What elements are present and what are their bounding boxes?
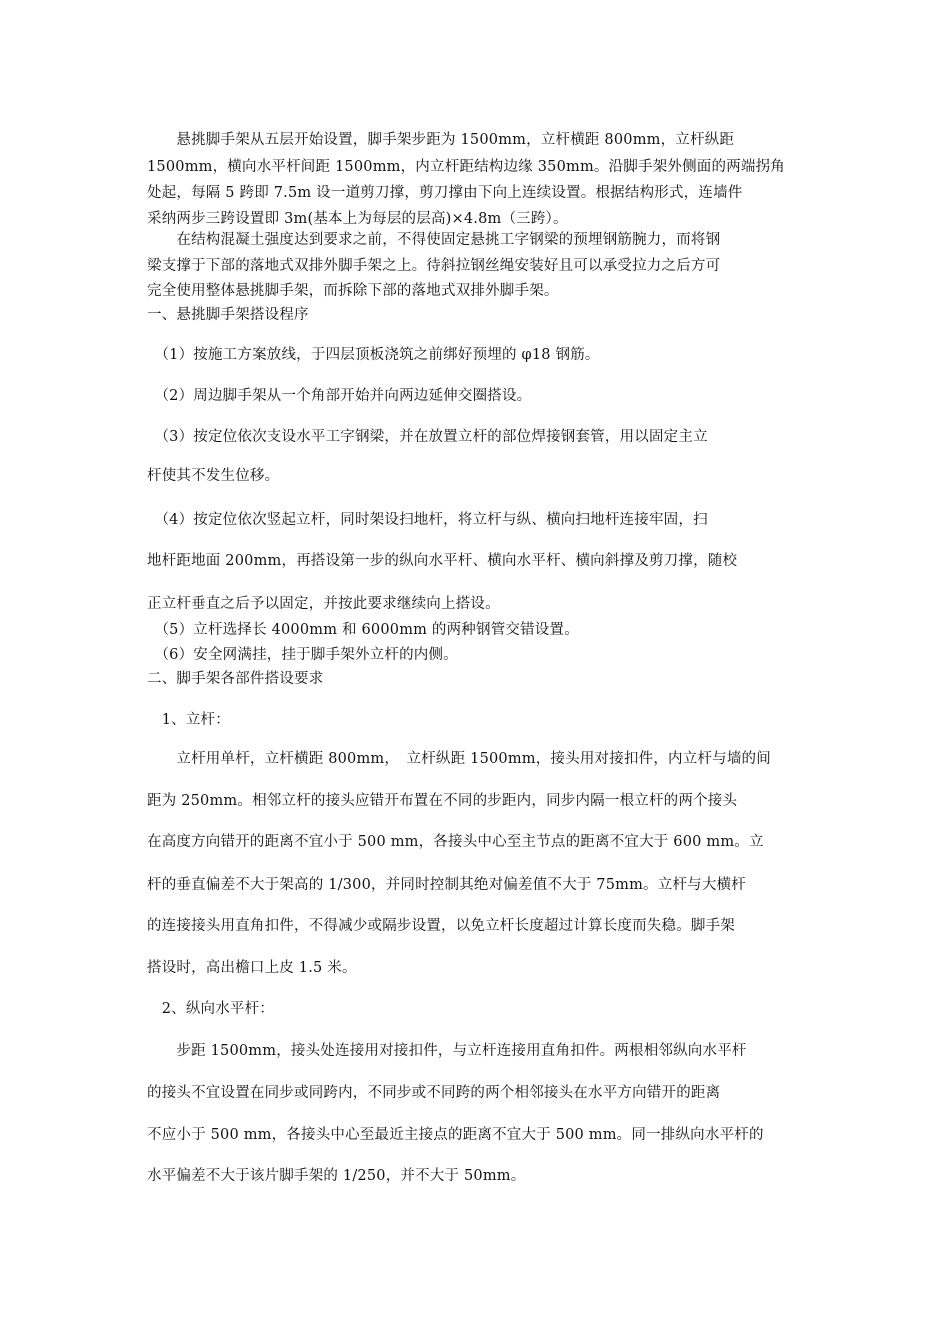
text-line: 1500mm，横向水平杆间距 1500mm，内立杆距结构边缘 350mm。沿脚手架外侧面的两端拐角 xyxy=(147,159,785,175)
text-line: 距为 250mm。相邻立杆的接头应错开布置在不同的步距内，同步内隔一根立杆的两个接头 xyxy=(147,793,738,809)
text-line: 在结构混凝土强度达到要求之前，不得使固定悬挑工字钢梁的预埋钢筋腕力，而将钢 xyxy=(147,232,721,248)
text-line: 的连接接头用直角扣件，不得减少或隔步设置，以免立杆长度超过计算长度而失稳。脚手架 xyxy=(147,918,735,934)
text-line: 处起，每隔 5 跨即 7.5m 设一道剪刀撑，剪刀撑由下向上连续设置。根据结构形式，连墙件 xyxy=(147,185,743,201)
section-heading: 一、悬挑脚手架搭设程序 xyxy=(147,307,309,323)
text-line: 水平偏差不大于该片脚手架的 1/250，并不大于 50mm。 xyxy=(147,1168,526,1184)
text-line: 立杆用单杆，立杆横距 800mm， 立杆纵距 1500mm，接头用对接扣件，内立杆与墙的间 xyxy=(147,751,771,767)
text-line: 完全使用整体悬挑脚手架，而拆除下部的落地式双排外脚手架。 xyxy=(147,283,559,299)
text-line: 杆的垂直偏差不大于架高的 1/300，并同时控制其绝对偏差值不大于 75mm。立杆与大横杆 xyxy=(147,877,746,893)
text-line: 杆使其不发生位移。 xyxy=(147,468,280,484)
text-line: 悬挑脚手架从五层开始设置，脚手架步距为 1500mm，立杆横距 800mm，立杆纵距 xyxy=(147,132,735,148)
text-line: （2）周边脚手架从一个角部开始并向两边延伸交圈搭设。 xyxy=(147,388,532,404)
text-line: 采纳两步三跨设置即 3m(基本上为每层的层高)×4.8m（三跨）。 xyxy=(147,211,568,227)
subsection-heading: 2、纵向水平杆： xyxy=(147,1001,275,1017)
text-line: 在高度方向错开的距离不宜小于 500 mm，各接头中心至主节点的距离不宜大于 600 mm。立 xyxy=(147,834,764,850)
text-line: （1）按施工方案放线，于四层顶板浇筑之前绑好预埋的 φ18 钢筋。 xyxy=(147,347,600,363)
text-line: （5）立杆选择长 4000mm 和 6000mm 的两种钢管交错设置。 xyxy=(147,622,579,638)
text-line: （3）按定位依次支设水平工字钢梁，并在放置立杆的部位焊接钢套管，用以固定主立 xyxy=(147,429,708,445)
text-line: （4）按定位依次竖起立杆，同时架设扫地杆，将立杆与纵、横向扫地杆连接牢固，扫 xyxy=(147,512,708,528)
text-line: 搭设时，高出檐口上皮 1.5 米。 xyxy=(147,960,357,976)
text-line: 的接头不宜设置在同步或同跨内，不同步或不同跨的两个相邻接头在水平方向错开的距离 xyxy=(147,1085,721,1101)
text-line: 梁支撑于下部的落地式双排外脚手架之上。待斜拉钢丝绳安装好且可以承受拉力之后方可 xyxy=(147,258,721,274)
text-line: 不应小于 500 mm，各接头中心至最近主接点的距离不宜大于 500 mm。同一排纵向水平杆的 xyxy=(147,1127,764,1143)
text-line: （6）安全网满挂，挂于脚手架外立杆的内侧。 xyxy=(147,647,458,663)
text-line: 正立杆垂直之后予以固定，并按此要求继续向上搭设。 xyxy=(147,596,500,612)
text-line: 地杆距地面 200mm，再搭设第一步的纵向水平杆、横向水平杆、横向斜撑及剪刀撑，随校 xyxy=(147,553,738,569)
section-heading: 二、脚手架各部件搭设要求 xyxy=(147,671,324,687)
subsection-heading: 1、立杆： xyxy=(147,712,230,728)
text-line: 步距 1500mm，接头处连接用对接扣件，与立杆连接用直角扣件。两根相邻纵向水平杆 xyxy=(147,1043,747,1059)
